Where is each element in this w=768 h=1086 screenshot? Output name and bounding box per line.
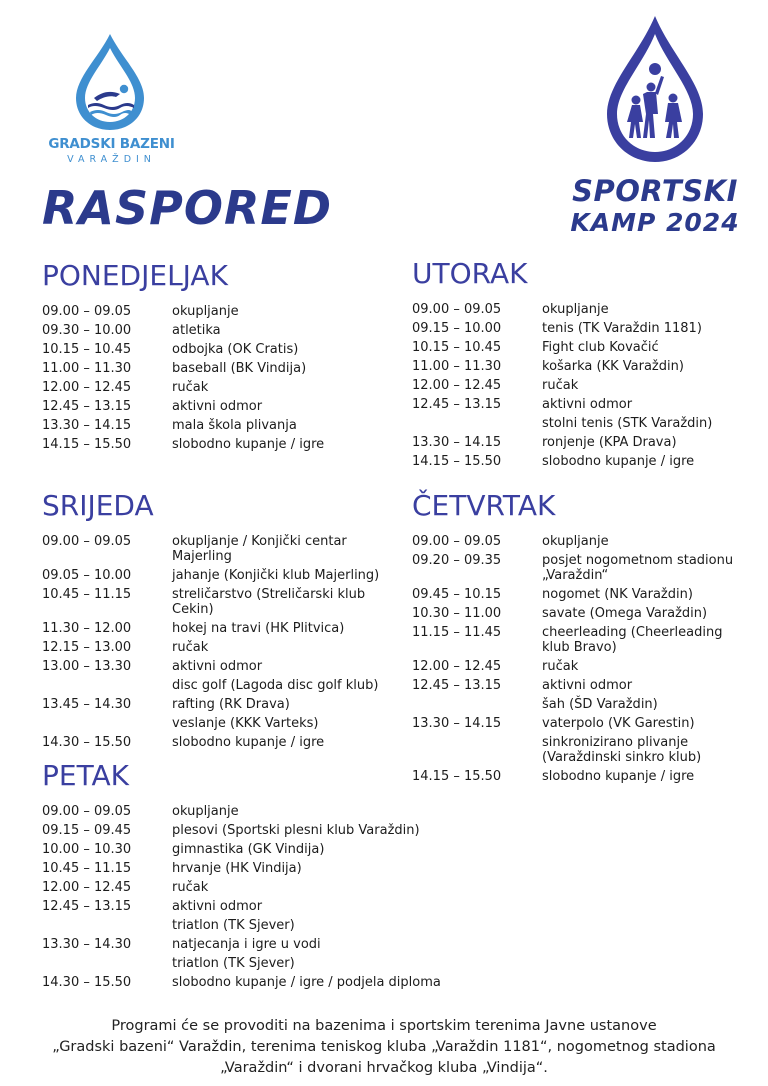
schedule-list: [42, 304, 382, 452]
schedule-row: [42, 823, 482, 838]
activity: aktivni odmor: [542, 678, 633, 693]
schedule-row: [42, 418, 382, 433]
schedule-row: [42, 956, 482, 971]
schedule-row: [42, 697, 382, 712]
time-slot: 09.00 – 09.05: [42, 304, 132, 319]
activity: posjet nogometnom stadionu „Varaždin“: [542, 553, 734, 583]
activity: hokej na travi (HK Plitvica): [172, 621, 345, 636]
schedule-row: [42, 937, 482, 952]
activity: okupljanje / Konjički centar Majerling: [172, 534, 347, 564]
day-thursday: [412, 490, 752, 788]
time-slot: 14.15 – 15.50: [412, 454, 502, 469]
time-slot: [412, 416, 542, 431]
water-drop-sports-icon: [603, 14, 707, 164]
day-title: UTORAK: [412, 257, 528, 290]
schedule-row: [42, 304, 382, 319]
time-slot: 12.45 – 13.15: [42, 399, 132, 414]
activity: natjecanja i igre u vodi: [172, 937, 321, 952]
time-slot: 12.45 – 13.15: [412, 397, 502, 412]
schedule-row: [412, 321, 752, 336]
camp-title-line2: KAMP 2024: [570, 208, 740, 237]
activity: slobodno kupanje / igre: [172, 437, 325, 452]
time-slot: 12.15 – 13.00: [42, 640, 132, 655]
footer-line: Programi će se provoditi na bazenima i sportskim terenima Javne ustanove: [111, 1018, 657, 1034]
camp-title-line1: SPORTSKI: [572, 174, 738, 208]
schedule-row: [412, 378, 752, 393]
schedule-row: [412, 697, 752, 712]
schedule-row: [412, 587, 752, 602]
activity: aktivni odmor: [172, 899, 263, 914]
time-slot: 11.00 – 11.30: [412, 359, 502, 374]
time-slot: 09.30 – 10.00: [42, 323, 132, 338]
schedule-row: [412, 534, 752, 549]
activity: sinkronizirano plivanje (Varaždinski sinkro klub): [542, 735, 702, 765]
activity: košarka (KK Varaždin): [542, 359, 684, 374]
schedule-row: [42, 861, 482, 876]
schedule-row: [412, 716, 752, 731]
activity: okupljanje: [542, 302, 609, 317]
schedule-list: [42, 804, 482, 990]
activity: okupljanje: [172, 304, 239, 319]
activity: ručak: [542, 659, 579, 674]
time-slot: 12.00 – 12.45: [42, 380, 132, 395]
time-slot: [42, 956, 172, 971]
time-slot: [42, 678, 172, 693]
activity: plesovi (Sportski plesni klub Varaždin): [172, 823, 420, 838]
activity: aktivni odmor: [172, 399, 263, 414]
activity: ručak: [172, 380, 209, 395]
activity: rafting (RK Drava): [172, 697, 290, 712]
time-slot: 13.45 – 14.30: [42, 697, 132, 712]
day-wednesday: [42, 490, 382, 754]
time-slot: 12.45 – 13.15: [42, 899, 132, 914]
activity: tenis (TK Varaždin 1181): [542, 321, 702, 336]
schedule-row: [42, 323, 382, 338]
schedule-row: [412, 678, 752, 693]
time-slot: 14.30 – 15.50: [42, 735, 132, 750]
day-title: PONEDJELJAK: [42, 259, 228, 292]
schedule-row: [42, 380, 382, 395]
schedule-row: [42, 534, 382, 564]
activity: odbojka (OK Cratis): [172, 342, 299, 357]
activity: aktivni odmor: [172, 659, 263, 674]
water-drop-swimmer-icon: [70, 32, 150, 132]
activity: ručak: [172, 640, 209, 655]
schedule-list: [412, 302, 752, 469]
time-slot: 11.30 – 12.00: [42, 621, 132, 636]
schedule-row: [412, 359, 752, 374]
brand-city: VARAŽDIN: [67, 154, 156, 165]
time-slot: 10.30 – 11.00: [412, 606, 502, 621]
time-slot: 13.30 – 14.15: [412, 716, 502, 731]
activity: atletika: [172, 323, 221, 338]
time-slot: [412, 697, 542, 712]
time-slot: 09.45 – 10.15: [412, 587, 502, 602]
schedule-row: [412, 340, 752, 355]
schedule-row: [42, 621, 382, 636]
footer-line: „Gradski bazeni“ Varaždin, terenima teniskog kluba „Varaždin 1181“, nogometnog stadiona: [52, 1039, 716, 1055]
activity: cheerleading (Cheerleading klub Bravo): [542, 625, 723, 655]
schedule-row: [42, 342, 382, 357]
activity: aktivni odmor: [542, 397, 633, 412]
activity: stolni tenis (STK Varaždin): [542, 416, 713, 431]
activity: ručak: [172, 880, 209, 895]
time-slot: 12.00 – 12.45: [42, 880, 132, 895]
schedule-row: [42, 587, 382, 617]
time-slot: 09.00 – 09.05: [42, 804, 132, 819]
day-title: PETAK: [42, 759, 130, 792]
activity: slobodno kupanje / igre: [542, 769, 695, 784]
time-slot: 09.15 – 10.00: [412, 321, 502, 336]
footer-note: [20, 1016, 748, 1079]
time-slot: 09.15 – 09.45: [42, 823, 132, 838]
activity: slobodno kupanje / igre / podjela diploma: [172, 975, 441, 990]
schedule-row: [412, 553, 752, 583]
activity: slobodno kupanje / igre: [542, 454, 695, 469]
time-slot: 10.45 – 11.15: [42, 861, 132, 876]
activity: slobodno kupanje / igre: [172, 735, 325, 750]
activity: okupljanje: [542, 534, 609, 549]
schedule-row: [42, 659, 382, 674]
schedule-row: [412, 302, 752, 317]
time-slot: 10.15 – 10.45: [412, 340, 502, 355]
day-friday: [42, 760, 482, 994]
activity: disc golf (Lagoda disc golf klub): [172, 678, 379, 693]
day-monday: [42, 260, 382, 456]
time-slot: 09.00 – 09.05: [42, 534, 132, 549]
activity: hrvanje (HK Vindija): [172, 861, 302, 876]
activity: triatlon (TK Sjever): [172, 956, 295, 971]
footer-line: „Varaždin“ i dvorani hrvačkog kluba „Vindija“.: [220, 1060, 548, 1076]
time-slot: [42, 918, 172, 933]
time-slot: 14.15 – 15.50: [42, 437, 132, 452]
time-slot: 13.30 – 14.15: [412, 435, 502, 450]
activity: savate (Omega Varaždin): [542, 606, 708, 621]
time-slot: 13.30 – 14.15: [42, 418, 132, 433]
time-slot: [42, 716, 172, 731]
schedule-row: [412, 454, 752, 469]
time-slot: 11.15 – 11.45: [412, 625, 502, 640]
schedule-row: [42, 842, 482, 857]
schedule-row: [412, 659, 752, 674]
activity: vaterpolo (VK Garestin): [542, 716, 695, 731]
time-slot: 09.00 – 09.05: [412, 534, 502, 549]
activity: veslanje (KKK Varteks): [172, 716, 319, 731]
activity: ručak: [542, 378, 579, 393]
schedule-row: [412, 435, 752, 450]
day-title: SRIJEDA: [42, 489, 154, 522]
schedule-row: [42, 804, 482, 819]
page-title: RASPORED: [42, 181, 332, 235]
activity: mala škola plivanja: [172, 418, 297, 433]
activity: Fight club Kovačić: [542, 340, 659, 355]
schedule-row: [42, 568, 382, 583]
schedule-row: [42, 975, 482, 990]
schedule-list: [412, 534, 752, 784]
activity: šah (ŠD Varaždin): [542, 697, 658, 712]
time-slot: 10.00 – 10.30: [42, 842, 132, 857]
activity: ronjenje (KPA Drava): [542, 435, 677, 450]
time-slot: 09.00 – 09.05: [412, 302, 502, 317]
time-slot: 12.00 – 12.45: [412, 659, 502, 674]
schedule-row: [412, 606, 752, 621]
time-slot: 12.45 – 13.15: [412, 678, 502, 693]
time-slot: 10.15 – 10.45: [42, 342, 132, 357]
time-slot: 12.00 – 12.45: [412, 378, 502, 393]
schedule-row: [42, 880, 482, 895]
time-slot: 13.30 – 14.30: [42, 937, 132, 952]
activity: nogomet (NK Varaždin): [542, 587, 693, 602]
activity: gimnastika (GK Vindija): [172, 842, 325, 857]
schedule-row: [42, 678, 382, 693]
schedule-row: [42, 735, 382, 750]
schedule-row: [42, 437, 382, 452]
time-slot: 14.15 – 15.50: [412, 769, 502, 784]
sportski-kamp-logo: [565, 14, 745, 244]
time-slot: 14.30 – 15.50: [42, 975, 132, 990]
schedule-row: [42, 361, 382, 376]
schedule-row: [412, 397, 752, 412]
time-slot: 13.00 – 13.30: [42, 659, 132, 674]
day-title: ČETVRTAK: [412, 489, 556, 522]
schedule-list: [42, 534, 382, 750]
activity: triatlon (TK Sjever): [172, 918, 295, 933]
schedule-row: [412, 625, 752, 655]
time-slot: 11.00 – 11.30: [42, 361, 132, 376]
day-tuesday: [412, 258, 752, 473]
time-slot: 09.05 – 10.00: [42, 568, 132, 583]
schedule-row: [42, 399, 382, 414]
schedule-row: [42, 716, 382, 731]
activity: baseball (BK Vindija): [172, 361, 307, 376]
time-slot: 10.45 – 11.15: [42, 587, 132, 602]
schedule-row: [42, 899, 482, 914]
brand-name: GRADSKI BAZENI: [48, 136, 175, 152]
activity: okupljanje: [172, 804, 239, 819]
activity: jahanje (Konjički klub Majerling): [172, 568, 380, 583]
schedule-row: [42, 918, 482, 933]
gradski-bazeni-logo: [44, 32, 179, 172]
schedule-row: [42, 640, 382, 655]
schedule-row: [412, 416, 752, 431]
activity: streličarstvo (Streličarski klub Cekin): [172, 587, 366, 617]
time-slot: 09.20 – 09.35: [412, 553, 502, 568]
